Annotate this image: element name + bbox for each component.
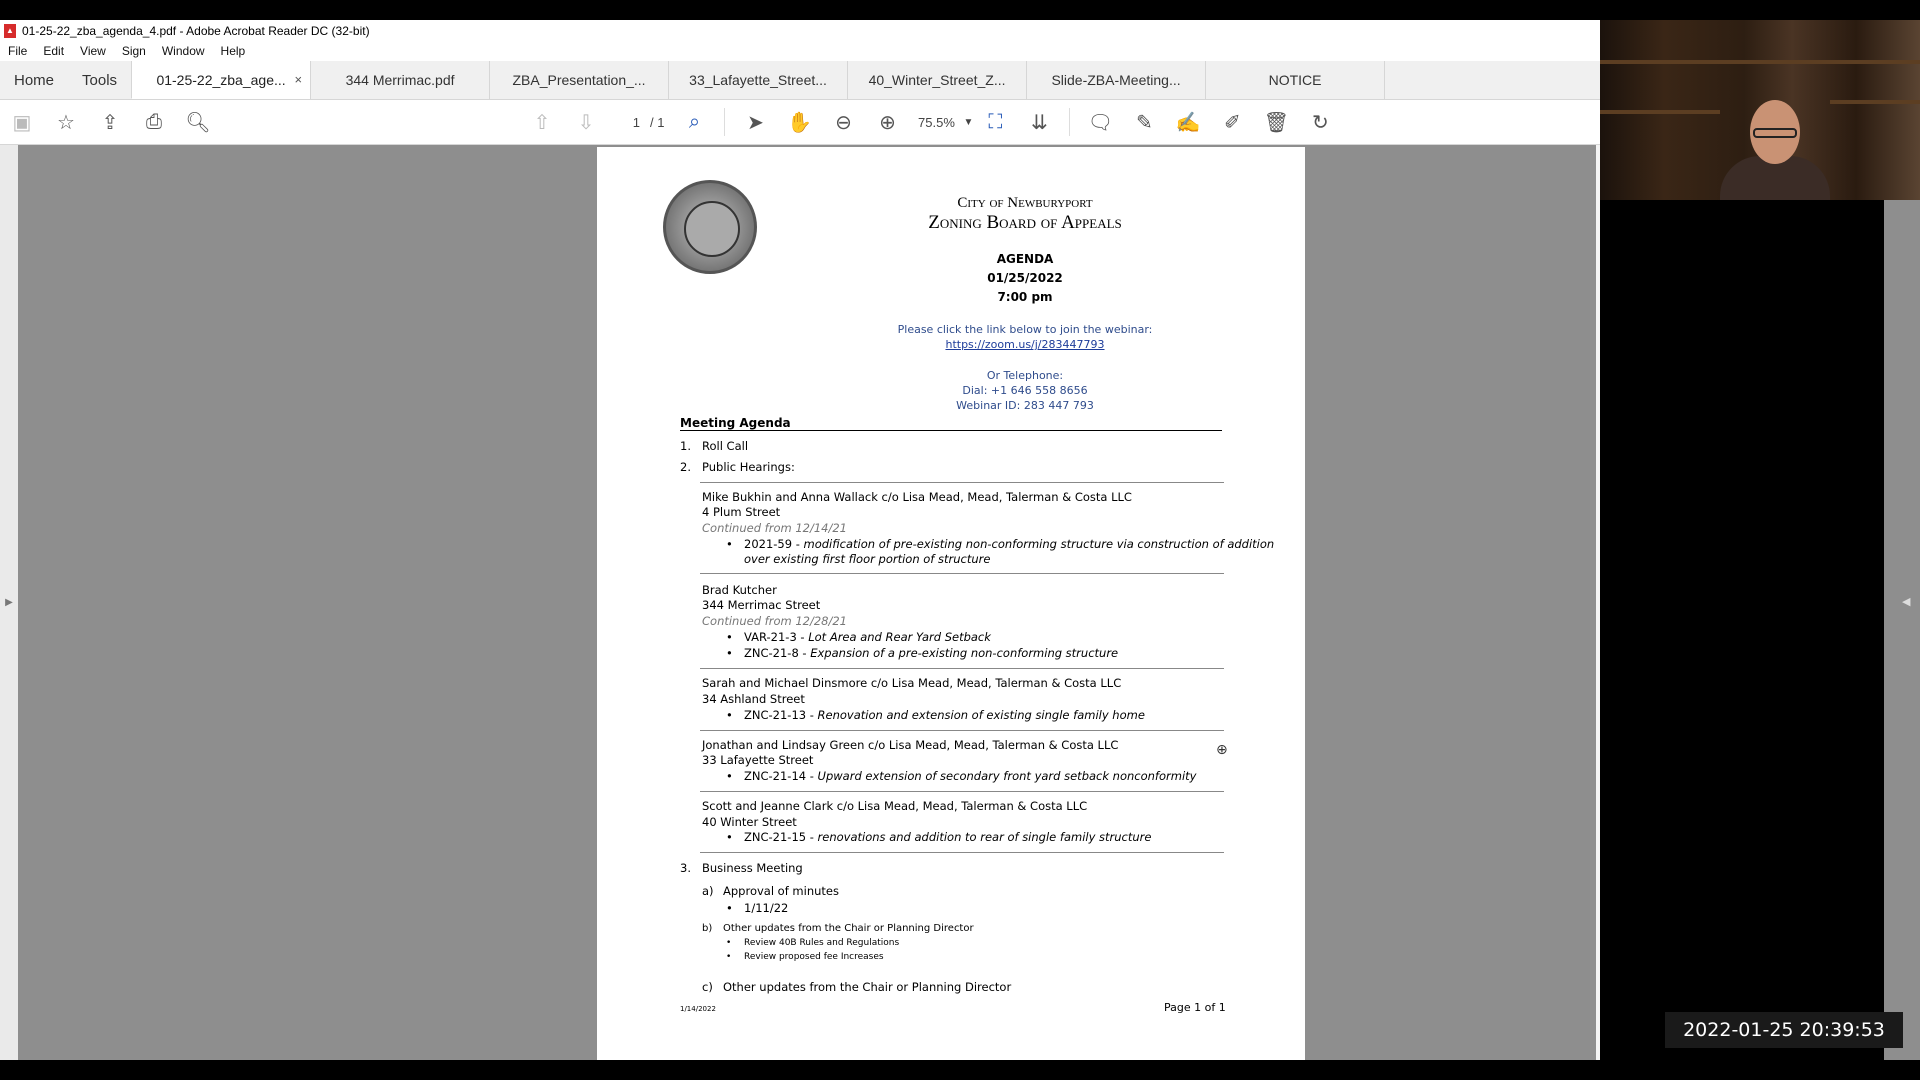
item-number: 3.: [680, 861, 691, 875]
next-page-icon[interactable]: ⇩: [577, 111, 595, 134]
approval-of-minutes: Approval of minutes: [723, 884, 839, 898]
webcam-feed: [1600, 20, 1920, 200]
menu-file[interactable]: File: [8, 44, 28, 58]
nav-tools[interactable]: Tools: [82, 71, 118, 89]
scroll-mode-icon[interactable]: ⇊: [1030, 111, 1048, 134]
nav-home[interactable]: Home: [14, 71, 55, 89]
other-updates-c: Other updates from the Chair or Planning Director: [723, 980, 1012, 994]
divider: [700, 668, 1224, 669]
hearing-code: ZNC-21-15 -: [744, 830, 818, 844]
page-total: / 1: [650, 114, 665, 130]
collapse-arrow-icon: ◀: [1902, 596, 1911, 608]
window-title: 01-25-22_zba_agenda_4.pdf - Adobe Acrobat Reader DC (32-bit): [22, 23, 370, 38]
divider: [700, 573, 1224, 574]
hearing-description: renovations and addition to rear of single family structure: [817, 830, 1152, 844]
video-timestamp: 2022-01-25 20:39:53: [1665, 1012, 1903, 1048]
divider: [1069, 108, 1070, 136]
menu-view[interactable]: View: [80, 44, 106, 58]
sub-label: a): [702, 884, 714, 898]
close-icon[interactable]: ×: [294, 72, 303, 87]
menu-window[interactable]: Window: [161, 44, 205, 58]
hearing-applicant: Brad Kutcher: [702, 583, 777, 597]
hearing-bullet: [744, 708, 1145, 722]
zoom-level[interactable]: 75.5%: [918, 114, 955, 130]
tab-doc-merrimac[interactable]: [310, 61, 489, 99]
highlight-pen-icon[interactable]: ✎: [1135, 111, 1153, 134]
hearing-code: ZNC-21-13 -: [744, 708, 818, 722]
hearing-code: 2021-59 -: [744, 537, 804, 551]
hearing-description: Expansion of a pre-existing non-conforming structure: [810, 646, 1119, 660]
hearing-continued: Continued from 12/14/21: [702, 521, 847, 535]
search-icon[interactable]: 🔍︎: [185, 111, 211, 134]
tab-doc-notice[interactable]: [1205, 61, 1385, 99]
sub-label: c): [702, 980, 713, 994]
bookmark-star-icon[interactable]: ☆: [57, 111, 75, 134]
delete-icon[interactable]: 🗑︎: [1263, 111, 1290, 134]
tab-label: ZBA_Presentation_...: [512, 72, 646, 88]
zoom-in-icon[interactable]: ⊕: [879, 111, 896, 134]
hearing-continued: Continued from 12/28/21: [702, 614, 847, 628]
hearing-bullet: [744, 830, 1152, 844]
prev-page-icon[interactable]: ⇧: [533, 111, 551, 134]
draw-sign-icon[interactable]: ✍: [1175, 111, 1201, 134]
select-cursor-icon[interactable]: ➤: [747, 111, 764, 134]
tab-label: 01-25-22_zba_age...: [156, 71, 286, 88]
left-panel-toggle[interactable]: ▶: [0, 145, 18, 1060]
page-number-input[interactable]: [608, 110, 642, 134]
city-name: City of Newburyport: [957, 195, 1093, 211]
zoom-cursor-icon: ⊕: [1216, 742, 1228, 758]
dial-number: Dial: +1 646 558 8656: [962, 384, 1088, 397]
acrobat-pdf-icon: ▲: [4, 24, 16, 38]
marquee-zoom-icon[interactable]: ⌕: [688, 110, 701, 133]
hearing-code: ZNC-21-14 -: [744, 769, 818, 783]
tab-bar: [0, 61, 1600, 100]
hearing-code: VAR-21-3 -: [744, 630, 809, 644]
hearing-description: Lot Area and Rear Yard Setback: [808, 630, 991, 644]
tab-label: NOTICE: [1268, 72, 1322, 88]
tab-doc-lafayette[interactable]: [668, 61, 847, 99]
hearing-address: 40 Winter Street: [702, 815, 797, 829]
print-icon[interactable]: ⎙: [146, 110, 162, 133]
hearing-address: 34 Ashland Street: [702, 692, 805, 706]
hearing-code: ZNC-21-8 -: [744, 646, 811, 660]
divider: [700, 730, 1224, 731]
tab-label: 40_Winter_Street_Z...: [868, 72, 1006, 88]
update-bullet: • Review proposed fee Increases: [744, 952, 884, 962]
comment-icon[interactable]: 🗨︎: [1087, 111, 1114, 134]
hearing-description: Renovation and extension of existing single family home: [817, 708, 1145, 722]
roll-call: Roll Call: [702, 439, 749, 453]
webinar-id: Webinar ID: 283 447 793: [956, 399, 1094, 412]
hearing-bullet: [744, 537, 1274, 551]
minutes-date: • 1/11/22: [744, 901, 788, 915]
upload-cloud-icon[interactable]: ⇪: [101, 111, 119, 134]
menu-bar: [0, 41, 1600, 61]
tab-doc-slide[interactable]: [1026, 61, 1205, 99]
menu-edit[interactable]: Edit: [43, 44, 65, 58]
meeting-agenda-title: Meeting Agenda: [680, 416, 1222, 431]
hearing-description: over existing first floor portion of structure: [744, 552, 991, 566]
hearing-description: modification of pre-existing non-conforming structure via construction of addition: [803, 537, 1275, 551]
sub-label: b): [702, 923, 713, 934]
hearing-address: 4 Plum Street: [702, 505, 781, 519]
hand-tool-icon[interactable]: ✋: [787, 111, 812, 134]
hearing-bullet: [744, 769, 1196, 783]
footer-date: 1/14/2022: [680, 1005, 716, 1013]
public-hearings: Public Hearings:: [702, 460, 795, 474]
divider: [724, 108, 725, 136]
meeting-time: 7:00 pm: [997, 290, 1053, 304]
hearing-bullet: [744, 646, 1118, 660]
right-panel-toggle[interactable]: [1884, 125, 1920, 1060]
top-black-bar: [0, 0, 1920, 20]
toolbar: [0, 100, 1600, 145]
footer-page: Page 1 of 1: [1164, 1001, 1226, 1014]
hearing-applicant: Scott and Jeanne Clark c/o Lisa Mead, Mead, Talerman & Costa LLC: [702, 799, 1088, 813]
tab-doc-agenda[interactable]: [131, 61, 310, 99]
hearing-applicant: Jonathan and Lindsay Green c/o Lisa Mead, Mead, Talerman & Costa LLC: [702, 738, 1119, 752]
hearing-description: Upward extension of secondary front yard setback nonconformity: [817, 769, 1197, 783]
hearing-bullet: [744, 630, 991, 644]
item-number: 2.: [680, 460, 691, 474]
update-bullet: • Review 40B Rules and Regulations: [744, 938, 899, 948]
hearing-applicant: Sarah and Michael Dinsmore c/o Lisa Mead, Mead, Talerman & Costa LLC: [702, 676, 1122, 690]
divider: [700, 852, 1224, 853]
tab-label: 344 Merrimac.pdf: [345, 72, 455, 88]
rotate-icon[interactable]: ↻: [1311, 111, 1329, 134]
tab-label: 33_Lafayette_Street...: [689, 72, 827, 88]
menu-help[interactable]: Help: [220, 44, 246, 58]
tab-doc-winter[interactable]: [847, 61, 1026, 99]
item-number: 1.: [680, 439, 691, 453]
board-name: Zoning Board of Appeals: [928, 212, 1122, 233]
agenda-heading: AGENDA: [996, 252, 1054, 266]
hearing-address: 33 Lafayette Street: [702, 753, 814, 767]
tab-label: Slide-ZBA-Meeting...: [1051, 72, 1181, 88]
or-telephone: Or Telephone:: [986, 369, 1064, 382]
divider: [700, 482, 1224, 483]
webinar-link[interactable]: https://zoom.us/j/283447793: [945, 338, 1105, 351]
hearing-address: 344 Merrimac Street: [702, 598, 821, 612]
divider: [700, 791, 1224, 792]
zoom-out-icon[interactable]: ⊖: [835, 111, 852, 134]
menu-sign[interactable]: Sign: [121, 44, 146, 58]
other-updates-b: Other updates from the Chair or Planning Director: [723, 923, 974, 934]
title-bar: [0, 20, 1600, 41]
save-icon[interactable]: ▣: [12, 111, 32, 134]
tab-doc-zba-presentation[interactable]: [489, 61, 668, 99]
fit-page-icon[interactable]: ⛶: [988, 110, 1003, 133]
webinar-instructions: Please click the link below to join the webinar:: [897, 323, 1153, 336]
fill-sign-icon[interactable]: ✐: [1223, 111, 1241, 134]
chevron-down-icon[interactable]: ▼: [963, 116, 974, 128]
hearing-applicant: Mike Bukhin and Anna Wallack c/o Lisa Mead, Mead, Talerman & Costa LLC: [702, 490, 1132, 504]
meeting-date: 01/25/2022: [987, 271, 1063, 285]
business-meeting: Business Meeting: [702, 861, 803, 875]
pdf-page: [597, 147, 1305, 1060]
